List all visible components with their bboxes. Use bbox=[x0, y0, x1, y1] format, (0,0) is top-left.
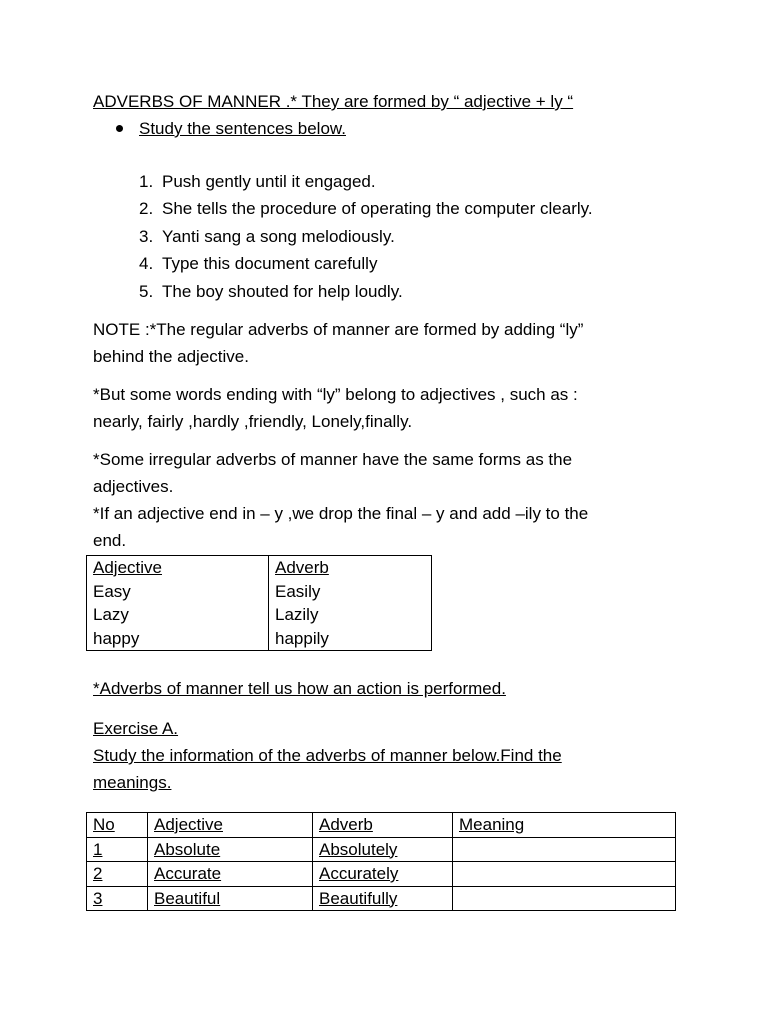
sentence-list bbox=[93, 168, 693, 305]
table-header-cell: Meaning bbox=[453, 813, 676, 838]
table-row bbox=[87, 603, 432, 627]
sentence-number: 4. bbox=[139, 254, 154, 274]
exercise-instruction: Study the information of the adverbs of manner below.Find the bbox=[93, 746, 562, 766]
table-header-row bbox=[87, 556, 432, 580]
adjective-adverb-table bbox=[86, 555, 432, 651]
table-cell: 3 bbox=[87, 886, 148, 911]
table-cell: happily bbox=[275, 628, 329, 648]
sentence-number: 5. bbox=[139, 281, 154, 301]
sentence-text: Push gently until it engaged. bbox=[162, 172, 376, 191]
note-irregular bbox=[93, 446, 693, 554]
table-cell: happy bbox=[87, 627, 269, 651]
sentence-number: 1. bbox=[139, 172, 154, 191]
table-cell: Absolute bbox=[148, 837, 313, 862]
sentence-item bbox=[93, 223, 693, 250]
table-cell: Easy bbox=[87, 580, 269, 604]
worksheet-page bbox=[93, 88, 693, 911]
exercise-instruction: meanings. bbox=[93, 773, 172, 793]
table-row bbox=[87, 627, 432, 651]
table-cell: Beautiful bbox=[148, 886, 313, 911]
note-line: NOTE :*The regular adverbs of manner are formed by adding “ly” bbox=[93, 320, 584, 340]
summary-note: *Adverbs of manner tell us how an action is performed. bbox=[93, 679, 506, 699]
sentence-text: Yanti sang a song melodiously. bbox=[162, 226, 395, 246]
exercise-section bbox=[93, 715, 693, 796]
table-header-cell: No bbox=[87, 813, 148, 838]
note-regular bbox=[93, 316, 693, 370]
exercise-title: Exercise A. bbox=[93, 719, 179, 739]
sentence-text: She tells the procedure of operating the computer clearly. bbox=[162, 199, 593, 219]
table-cell: Absolutely bbox=[313, 837, 453, 862]
table-row bbox=[87, 886, 676, 911]
table-cell: Accurately bbox=[313, 862, 453, 887]
sentence-item bbox=[93, 278, 693, 305]
note-ly-adjectives bbox=[93, 381, 693, 435]
meaning-cell[interactable] bbox=[453, 886, 676, 911]
note-line: end. bbox=[93, 531, 127, 551]
table-header-cell: Adverb bbox=[313, 813, 453, 838]
note-line: *Some irregular adverbs of manner have the same forms as the bbox=[93, 450, 573, 470]
table-row bbox=[87, 837, 676, 862]
meaning-cell[interactable] bbox=[453, 862, 676, 887]
table-cell: 2 bbox=[87, 862, 148, 887]
table-header-cell: Adverb bbox=[275, 558, 329, 578]
bullet-text: Study the sentences below. bbox=[139, 119, 346, 138]
sentence-item bbox=[93, 195, 693, 222]
sentence-item bbox=[93, 250, 693, 277]
page-heading: ADVERBS OF MANNER .* They are formed by “ adjective + ly “ bbox=[93, 92, 574, 111]
table-cell: Lazy bbox=[87, 603, 269, 627]
table-cell: 1 bbox=[87, 837, 148, 862]
exercise-table bbox=[86, 812, 676, 911]
table-cell: Accurate bbox=[148, 862, 313, 887]
table-row bbox=[87, 580, 432, 604]
table-header-row bbox=[87, 813, 676, 838]
table-row bbox=[87, 862, 676, 887]
note-line: *But some words ending with “ly” belong to adjectives , such as : bbox=[93, 385, 578, 405]
sentence-text: Type this document carefully bbox=[162, 254, 378, 274]
meaning-cell[interactable] bbox=[453, 837, 676, 862]
table-cell: Easily bbox=[275, 581, 321, 601]
note-line: behind the adjective. bbox=[93, 347, 249, 367]
sentence-number: 2. bbox=[139, 199, 154, 219]
table-header-cell: Adjective bbox=[148, 813, 313, 838]
table-header-cell: Adjective bbox=[87, 556, 269, 580]
bullet-item bbox=[93, 115, 693, 142]
sentence-text: The boy shouted for help loudly. bbox=[162, 281, 403, 301]
sentence-number: 3. bbox=[139, 226, 154, 246]
bullet-dot-icon bbox=[116, 125, 123, 132]
table-cell: Beautifully bbox=[313, 886, 453, 911]
note-line: *If an adjective end in – y ,we drop the final – y and add –ily to the bbox=[93, 504, 589, 524]
table-cell: Lazily bbox=[275, 605, 319, 625]
note-line: adjectives. bbox=[93, 477, 174, 497]
sentence-item bbox=[93, 168, 693, 195]
note-line: nearly, fairly ,hardly ,friendly, Lonely,finally. bbox=[93, 412, 413, 432]
